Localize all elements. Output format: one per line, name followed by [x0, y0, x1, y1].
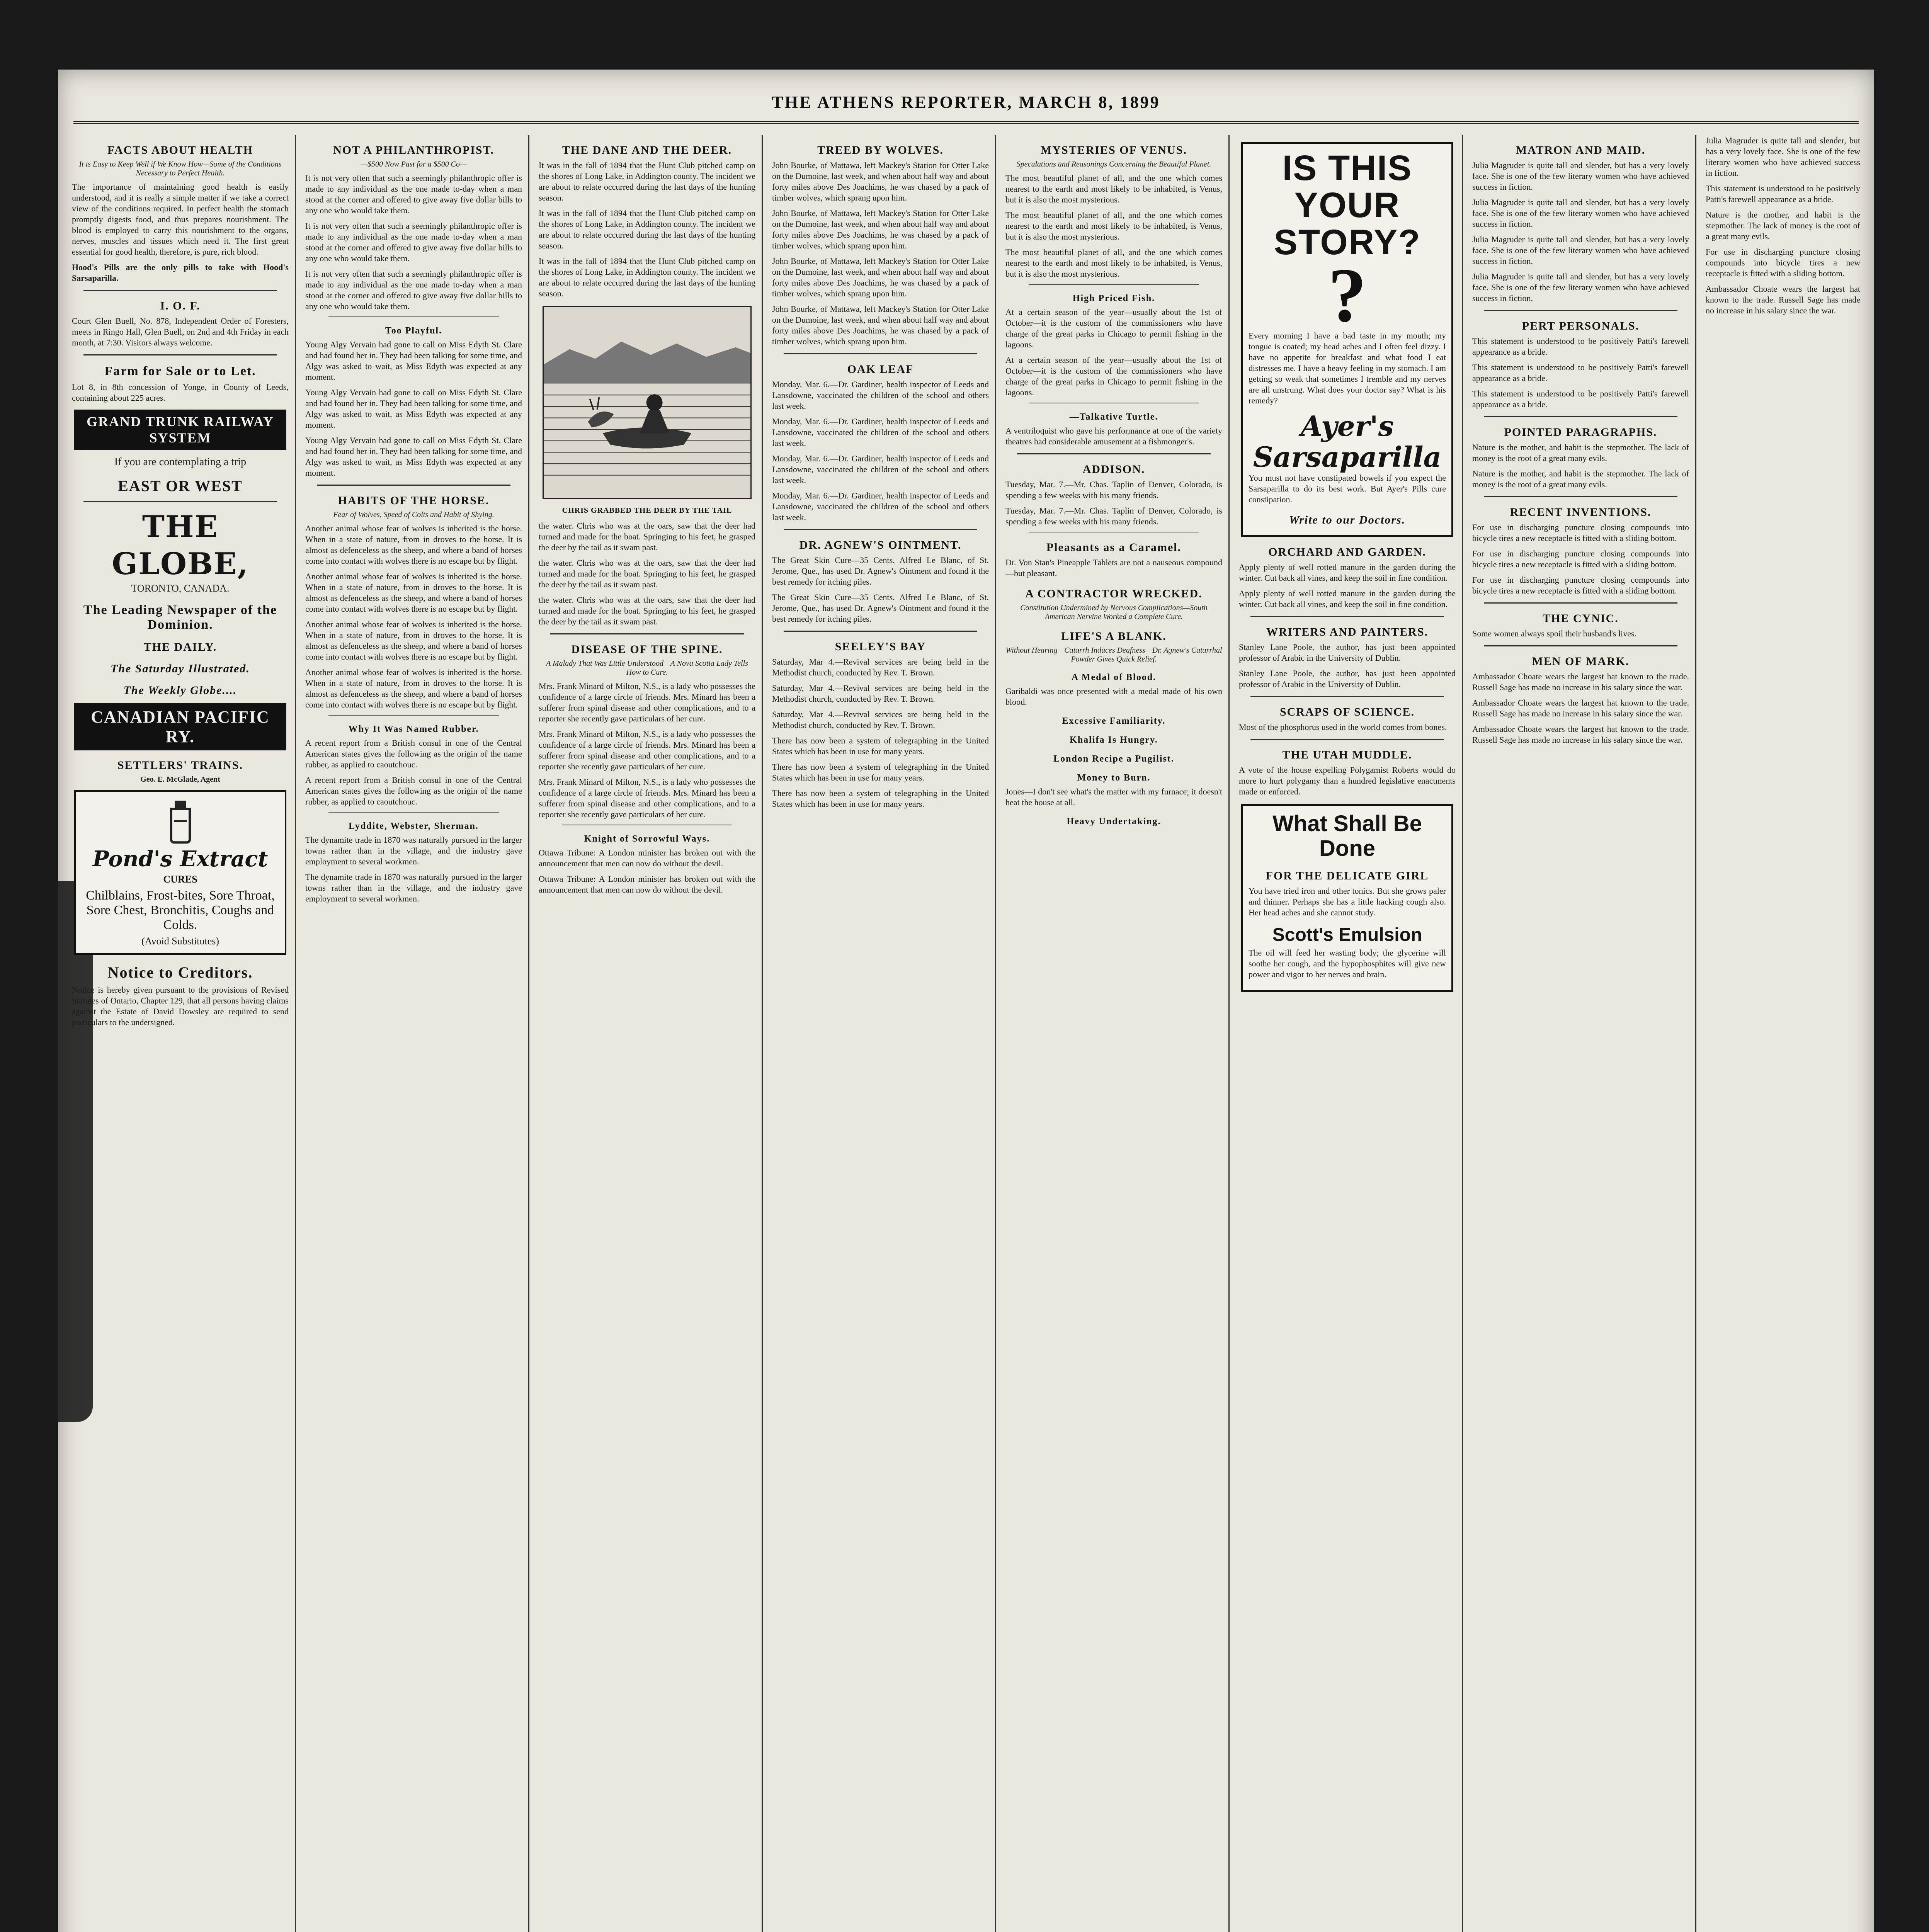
- east-west: EAST OR WEST: [118, 477, 243, 495]
- article-body: Nature is the mother, and habit is the stepmother. The lack of money is the root of a great many evils.: [1706, 210, 1860, 241]
- article-subtitle: Without Hearing—Catarrh Induces Deafness—Dr. Agnew's Catarrhal Powder Gives Quick Relief.: [1005, 646, 1222, 663]
- article-title: A Medal of Blood.: [1071, 672, 1157, 682]
- iof-title: I. O. F.: [160, 299, 201, 312]
- article-body: The dynamite trade in 1870 was naturally pursued in the larger towns rather than in the village, and the industry gave employment to several workmen.: [305, 872, 522, 903]
- article-body: A recent report from a British consul in one of the Central American states gives the following as the origin of the name rubber, as applied to caoutchouc.: [305, 738, 522, 769]
- article-body: John Bourke, of Mattawa, left Mackey's Station for Otter Lake on the Dumoine, last week, and when about half way and about forty miles above Des Joachims, he was chased by a pack of timber wolves, which sprang upon him.: [772, 208, 989, 250]
- article-title: ADDISON.: [1082, 463, 1145, 476]
- divider: [784, 631, 977, 632]
- divider: [328, 316, 499, 317]
- scotts-emulsion-ad: [1241, 804, 1453, 992]
- article-body: the water. Chris who was at the oars, saw that the deer had turned and made for the boat. Springing to his feet, he grasped the deer by the tail as it swam past.: [539, 521, 755, 552]
- article-body: The most beautiful planet of all, and the one which comes nearest to the earth and most likely to be inhabited, is Venus, but it is also the most mysterious.: [1005, 173, 1222, 204]
- is-this-your-story-ad: [1241, 142, 1453, 537]
- article-title: Money to Burn.: [1077, 773, 1151, 783]
- column-2: [299, 135, 529, 1932]
- article-title: ORCHARD AND GARDEN.: [1268, 546, 1426, 558]
- ponds-avoid: (Avoid Substitutes): [141, 935, 219, 947]
- farm-title: Farm for Sale or to Let.: [104, 364, 256, 378]
- article-title: Excessive Familiarity.: [1062, 716, 1166, 726]
- ponds-list: Chilblains, Frost-bites, Sore Throat, Sore Chest, Bronchitis, Coughs and Colds.: [86, 888, 275, 932]
- article-body: The importance of maintaining good health is easily understood, and it is really a simple matter if we take a correct view of the conditions required. In perfect health the stomach promptly digests food, and thus prepares nourishment. The blood is employed to carry this nourishment to the organs, nerves, muscles and tissues which need it. The first great essential for good health, therefore, is pure, rich blood.: [72, 182, 289, 257]
- divider: [328, 812, 499, 813]
- article-body: The dynamite trade in 1870 was naturally pursued in the larger towns rather than in the village, and the industry gave employment to several workmen.: [305, 835, 522, 866]
- divider: [83, 501, 277, 502]
- newspaper-page: [58, 70, 1874, 1932]
- article-body: Ambassador Choate wears the largest hat known to the trade. Russell Sage has made no increase in his salary since the war.: [1706, 284, 1860, 315]
- article-title: MEN OF MARK.: [1532, 655, 1630, 668]
- article-title: Khalifa Is Hungry.: [1070, 735, 1158, 745]
- article-title: Too Playful.: [385, 326, 442, 336]
- article-body: Mrs. Frank Minard of Milton, N.S., is a lady who possesses the confidence of a large circle of friends. Mrs. Minard has been a sufferer from spinal disease and other complications, and to a reporter she recently gave particulars of her cure.: [539, 681, 755, 723]
- divider: [1250, 616, 1444, 617]
- article-title: —Talkative Turtle.: [1069, 412, 1158, 422]
- article-subtitle: —$500 Now Past for a $500 Co—: [361, 160, 467, 168]
- article-title: DR. AGNEW'S OINTMENT.: [799, 539, 962, 551]
- article-body: Monday, Mar. 6.—Dr. Gardiner, health inspector of Leeds and Lansdowne, vaccinated the children of the school and others last week.: [772, 417, 989, 448]
- article-body: Tuesday, Mar. 7.—Mr. Chas. Taplin of Denver, Colorado, is spending a few weeks with his many friends.: [1005, 506, 1222, 526]
- ponds-extract-ad: [74, 790, 286, 955]
- ayer-sarsaparilla-title: Ayer's Sarsaparilla: [1253, 410, 1442, 473]
- article-title: MYSTERIES OF VENUS.: [1041, 144, 1187, 156]
- article-title: HABITS OF THE HORSE.: [338, 494, 490, 507]
- article-body: Saturday, Mar 4.—Revival services are being held in the Methodist church, conducted by Rev. T. Brown.: [772, 683, 989, 704]
- article-body: Julia Magruder is quite tall and slender, but has a very lovely face. She is one of the few literary women who have achieved success in fiction.: [1472, 235, 1689, 266]
- article-body: Mrs. Frank Minard of Milton, N.S., is a lady who possesses the confidence of a large circle of friends. Mrs. Minard has been a sufferer from spinal disease and other complications, and to a reporter she recently gave particulars of her cure.: [539, 777, 755, 819]
- article-title: THE DANE AND THE DEER.: [562, 144, 732, 156]
- divider: [1250, 696, 1444, 697]
- article-body: It is not very often that such a seemingly philanthropic offer is made to any individual as the one made to-day when a man stood at the corner and offered to give away five dollar bills to any one who would take them.: [305, 173, 522, 215]
- article-body: Tuesday, Mar. 7.—Mr. Chas. Taplin of Denver, Colorado, is spending a few weeks with his many friends.: [1005, 480, 1222, 500]
- article-body: Ambassador Choate wears the largest hat known to the trade. Russell Sage has made no increase in his salary since the war.: [1472, 672, 1689, 692]
- divider: [1250, 739, 1444, 740]
- story-body: Every morning I have a bad taste in my mouth; my tongue is coated; my head aches and I often feel dizzy. I have no appetite for breakfast and what food I eat distresses me. I have a heavy feeling in my stomach. I am getting so weak that sometimes I tremble and my nerves are all unstrung. What does your doctor say? What is his remedy?: [1249, 331, 1446, 405]
- article-body: Julia Magruder is quite tall and slender, but has a very lovely face. She is one of the few literary women who have achieved success in fiction.: [1472, 197, 1689, 229]
- ayer-body: You must not have constipated bowels if you expect the Sarsaparilla to do its best work. But Ayer's Pills cure constipation.: [1249, 473, 1446, 504]
- article-body: The Great Skin Cure—35 Cents. Alfred Le Blanc, of St. Jerome, Que., has used Dr. Agnew's Ointment and found it the best remedy for itching piles.: [772, 555, 989, 587]
- creditors-title: Notice to Creditors.: [107, 964, 253, 981]
- column-8: [1699, 135, 1866, 1932]
- column-7: [1466, 135, 1696, 1932]
- article-body: It was in the fall of 1894 that the Hunt Club pitched camp on the shores of Long Lake, in Addington county. The incident we are about to relate occurred during the last days of the hunting season.: [539, 256, 755, 298]
- article-body: It was in the fall of 1894 that the Hunt Club pitched camp on the shores of Long Lake, in Addington county. The incident we are about to relate occurred during the last days of the hunting season.: [539, 208, 755, 250]
- question-mark-icon: ?: [1328, 253, 1367, 338]
- article-body: There has now been a system of telegraphing in the United States which has been in use for many years.: [772, 736, 989, 756]
- article-body: John Bourke, of Mattawa, left Mackey's Station for Otter Lake on the Dumoine, last week, and when about half way and about forty miles above Des Joachims, he was chased by a pack of timber wolves, which sprang upon him.: [772, 160, 989, 202]
- bottle-icon: [157, 798, 204, 844]
- article-title: Lyddite, Webster, Sherman.: [349, 821, 479, 831]
- article-body: This statement is understood to be positively Patti's farewell appearance as a bride.: [1706, 184, 1860, 204]
- article-body: Ottawa Tribune: A London minister has broken out with the announcement that men can now do without the devil.: [539, 874, 755, 895]
- column-4: [766, 135, 996, 1932]
- article-body: Saturday, Mar 4.—Revival services are being held in the Methodist church, conducted by Rev. T. Brown.: [772, 709, 989, 730]
- article-title: LIFE'S A BLANK.: [1061, 630, 1167, 643]
- article-title: London Recipe a Pugilist.: [1053, 754, 1174, 764]
- divider: [1484, 496, 1677, 497]
- article-body: Mrs. Frank Minard of Milton, N.S., is a lady who possesses the confidence of a large circle of friends. Mrs. Minard has been a sufferer from spinal disease and other complications, and to a reporter she recently gave particulars of her cure.: [539, 729, 755, 771]
- article-body: Saturday, Mar 4.—Revival services are being held in the Methodist church, conducted by Rev. T. Brown.: [772, 657, 989, 677]
- article-body: Ottawa Tribune: A London minister has broken out with the announcement that men can now do without the devil.: [539, 848, 755, 868]
- article-subtitle: Speculations and Reasonings Concerning the Beautiful Planet.: [1016, 160, 1211, 168]
- divider: [83, 354, 277, 355]
- write-doctors: Write to our Doctors.: [1289, 514, 1406, 526]
- article-body: Stanley Lane Poole, the author, has just been appointed professor of Arabic in the University of Dublin.: [1239, 668, 1456, 689]
- article-body: This statement is understood to be positively Patti's farewell appearance as a bride.: [1472, 362, 1689, 383]
- masthead: THE ATHENS REPORTER, MARCH 8, 1899: [73, 81, 1859, 124]
- illustration-caption: CHRIS GRABBED THE DEER BY THE TAIL: [562, 506, 732, 515]
- article-body: There has now been a system of telegraphing in the United States which has been in use for many years.: [772, 762, 989, 782]
- contemplating-text: If you are contemplating a trip: [114, 456, 247, 468]
- divider: [1017, 453, 1211, 454]
- article-body: Young Algy Vervain had gone to call on Miss Edyth St. Clare and had found her in. They had been talking for some time, and Algy was asked to wait, as Miss Edyth was expected at any moment.: [305, 388, 522, 430]
- article-body: Julia Magruder is quite tall and slender, but has a very lovely face. She is one of the few literary women who have achieved success in fiction.: [1706, 136, 1860, 178]
- article-body: A vote of the house expelling Polygamist Roberts would do more to hurt polygamy than a hundred legislative enactments made or enforced.: [1239, 765, 1456, 796]
- article-title: WRITERS AND PAINTERS.: [1266, 626, 1429, 638]
- article-body: Young Algy Vervain had gone to call on Miss Edyth St. Clare and had found her in. They had been talking for some time, and Algy was asked to wait, as Miss Edyth was expected at any moment.: [305, 435, 522, 478]
- article-body: Some women always spoil their husband's lives.: [1472, 629, 1636, 638]
- article-title: FACTS ABOUT HEALTH: [107, 144, 253, 156]
- article-subtitle: It is Easy to Keep Well if We Know How—Some of the Conditions Necessary to Perfect Health.: [79, 160, 282, 177]
- divider: [1484, 602, 1677, 604]
- scotts-body: The oil will feed her wasting body; the glycerine will soothe her cough, and the hypophosphites will give new power and vigor to her nerves and brain.: [1249, 948, 1446, 979]
- article-body: A recent report from a British consul in one of the Central American states gives the following as the origin of the name rubber, as applied to caoutchouc.: [305, 775, 522, 806]
- article-body: Another animal whose fear of wolves is inherited is the horse. When in a state of nature, from in droves to the horse. It is almost as defenceless as the sheep, and where a band of horses come into contact with wolves there is no escape but by flight.: [305, 524, 522, 566]
- article-body: Jones—I don't see what's the matter with my furnace; it doesn't heat the house at all.: [1005, 787, 1222, 807]
- article-title: RECENT INVENTIONS.: [1510, 506, 1652, 519]
- article-body: It was in the fall of 1894 that the Hunt Club pitched camp on the shores of Long Lake, in Addington county. The incident we are about to relate occurred during the last days of the hunting season.: [539, 160, 755, 202]
- divider: [1484, 310, 1677, 311]
- column-3: [532, 135, 763, 1932]
- article-body: For use in discharging puncture closing compounds into bicycle tires a new receptacle is fitted with a sliding bottom.: [1472, 549, 1689, 569]
- article-body: Another animal whose fear of wolves is inherited is the horse. When in a state of nature, from in droves to the horse. It is almost as defenceless as the sheep, and where a band of horses come into contact with wolves there is no escape but by flight.: [305, 571, 522, 614]
- article-body: For use in discharging puncture closing compounds into bicycle tires a new receptacle is fitted with a sliding bottom.: [1472, 575, 1689, 595]
- creditors-body: Notice is hereby given pursuant to the provisions of Revised Statutes of Ontario, Chapter 129, that all persons having claims against the Estate of David Dowsley are required to send particulars to the undersigned.: [72, 985, 289, 1027]
- what-shall-be-done: What Shall Be Done: [1272, 811, 1422, 861]
- divider: [1029, 284, 1199, 285]
- divider: [328, 715, 499, 716]
- article-body: Another animal whose fear of wolves is inherited is the horse. When in a state of nature, from in droves to the horse. It is almost as defenceless as the sheep, and where a band of horses come into contact with wolves there is no escape but by flight.: [305, 667, 522, 709]
- article-title: DISEASE OF THE SPINE.: [571, 643, 723, 656]
- article-title: SCRAPS OF SCIENCE.: [1279, 706, 1415, 718]
- article-body: This statement is understood to be positively Patti's farewell appearance as a bride.: [1472, 336, 1689, 357]
- cpr-banner: CANADIAN PACIFIC RY.: [74, 703, 286, 750]
- article-body: The most beautiful planet of all, and the one which comes nearest to the earth and most likely to be inhabited, is Venus, but it is also the most mysterious.: [1005, 210, 1222, 242]
- column-5: [999, 135, 1230, 1932]
- mcglade-agent: Geo. E. McGlade, Agent: [140, 775, 220, 784]
- is-this-your-story: IS THIS YOUR STORY?: [1274, 148, 1421, 262]
- article-body: At a certain season of the year—usually about the 1st of October—it is the custom of the commissioners who have charge of the great parks in Chicago to permit fishing in the lagoons.: [1005, 307, 1222, 349]
- article-title: Pleasants as a Caramel.: [1046, 541, 1182, 554]
- deer-illustration: [543, 306, 752, 499]
- article-subtitle: Constitution Undermined by Nervous Complications—South American Nervine Worked a Complete Cure.: [1020, 604, 1208, 621]
- article-body: the water. Chris who was at the oars, saw that the deer had turned and made for the boat. Springing to his feet, he grasped the deer by the tail as it swam past.: [539, 558, 755, 589]
- globe-weekly: The Weekly Globe....: [123, 684, 237, 697]
- article-title: MATRON AND MAID.: [1516, 144, 1646, 156]
- article-title: Heavy Undertaking.: [1067, 816, 1161, 827]
- article-body: John Bourke, of Mattawa, left Mackey's Station for Otter Lake on the Dumoine, last week, and when about half way and about forty miles above Des Joachims, he was chased by a pack of timber wolves, which sprang upon him.: [772, 304, 989, 346]
- deer-in-lake-image: [544, 307, 750, 498]
- article-body: The most beautiful planet of all, and the one which comes nearest to the earth and most likely to be inhabited, is Venus, but it is also the most mysterious.: [1005, 247, 1222, 279]
- article-body: Monday, Mar. 6.—Dr. Gardiner, health inspector of Leeds and Lansdowne, vaccinated the children of the school and others last week.: [772, 454, 989, 485]
- article-body: Apply plenty of well rotted manure in the garden during the winter. Cut back all vines, and keep the soil in fine condition.: [1239, 562, 1456, 583]
- article-body: Stanley Lane Poole, the author, has just been appointed professor of Arabic in the University of Dublin.: [1239, 642, 1456, 663]
- what-body: You have tried iron and other tonics. But she grows paler and thinner. Perhaps she has a little hacking cough also. Her head aches and she cannot study.: [1249, 886, 1446, 917]
- article-body: Apply plenty of well rotted manure in the garden during the winter. Cut back all vines, and keep the soil in fine condition.: [1239, 588, 1456, 609]
- settlers-title: SETTLERS' TRAINS.: [117, 759, 243, 772]
- article-title: High Priced Fish.: [1072, 293, 1155, 303]
- article-title: Why It Was Named Rubber.: [348, 724, 479, 734]
- article-body: Most of the phosphorus used in the world comes from bones.: [1239, 722, 1447, 732]
- article-title: TREED BY WOLVES.: [817, 144, 944, 156]
- divider: [1484, 645, 1677, 646]
- article-body: Julia Magruder is quite tall and slender, but has a very lovely face. She is one of the few literary women who have achieved success in fiction.: [1472, 272, 1689, 303]
- article-subtitle: Fear of Wolves, Speed of Colts and Habit of Shying.: [333, 510, 494, 519]
- article-body: Nature is the mother, and habit is the stepmother. The lack of money is the root of a great many evils.: [1472, 442, 1689, 463]
- article-body: Nature is the mother, and habit is the stepmother. The lack of money is the root of a great many evils.: [1472, 469, 1689, 489]
- farm-body: Lot 8, in 8th concession of Yonge, in County of Leeds, containing about 225 acres.: [72, 382, 289, 403]
- hoods-ad: Hood's Pills are the only pills to take with Hood's Sarsaparilla.: [72, 262, 289, 283]
- article-title: THE CYNIC.: [1543, 612, 1619, 625]
- article-body: For use in discharging puncture closing compounds into bicycle tires a new receptacle is fitted with a sliding bottom.: [1706, 247, 1860, 278]
- globe-tagline: The Leading Newspaper of the Dominion.: [83, 603, 277, 632]
- article-body: For use in discharging puncture closing compounds into bicycle tires a new receptacle is fitted with a sliding bottom.: [1472, 522, 1689, 543]
- grand-trunk-banner: GRAND TRUNK RAILWAY SYSTEM: [74, 410, 286, 450]
- divider: [83, 290, 277, 291]
- article-body: It is not very often that such a seemingly philanthropic offer is made to any individual as the one made to-day when a man stood at the corner and offered to give away five dollar bills to any one who would take them.: [305, 221, 522, 263]
- article-title: POINTED PARAGRAPHS.: [1504, 426, 1657, 439]
- article-subtitle: A Malady That Was Little Understood—A Nova Scotia Lady Tells How to Cure.: [546, 659, 748, 677]
- divider: [550, 633, 744, 634]
- divider: [784, 353, 977, 354]
- divider: [784, 529, 977, 530]
- article-body: Garibaldi was once presented with a medal made of his own blood.: [1005, 686, 1222, 707]
- article-body: the water. Chris who was at the oars, saw that the deer had turned and made for the boat. Springing to his feet, he grasped the deer by the tail as it swam past.: [539, 595, 755, 626]
- article-title: PERT PERSONALS.: [1522, 320, 1640, 332]
- column-1: [66, 135, 296, 1932]
- article-body: Another animal whose fear of wolves is inherited is the horse. When in a state of nature, from in droves to the horse. It is almost as defenceless as the sheep, and where a band of horses come into contact with wolves there is no escape but by flight.: [305, 619, 522, 662]
- ponds-cures: CURES: [163, 874, 197, 885]
- article-body: Julia Magruder is quite tall and slender, but has a very lovely face. She is one of the few literary women who have achieved success in fiction.: [1472, 160, 1689, 192]
- article-body: Dr. Von Stan's Pineapple Tablets are not a nauseous compound—but pleasant.: [1005, 558, 1222, 578]
- article-title: SEELEY'S BAY: [835, 640, 926, 653]
- article-body: Young Algy Vervain had gone to call on Miss Edyth St. Clare and had found her in. They had been talking for some time, and Algy was asked to wait, as Miss Edyth was expected at any moment.: [305, 340, 522, 382]
- article-title: OAK LEAF: [847, 363, 914, 376]
- article-title: A CONTRACTOR WRECKED.: [1025, 587, 1203, 600]
- article-body: John Bourke, of Mattawa, left Mackey's Station for Otter Lake on the Dumoine, last week, and when about half way and about forty miles above Des Joachims, he was chased by a pack of timber wolves, which sprang upon him.: [772, 256, 989, 298]
- article-body: A ventriloquist who gave his performance at one of the variety theatres had considerable amusement at a fishmonger's.: [1005, 426, 1222, 446]
- delicate-girl: FOR THE DELICATE GIRL: [1266, 869, 1429, 882]
- article-body: It is not very often that such a seemingly philanthropic offer is made to any individual as the one made to-day when a man stood at the corner and offered to give away five dollar bills to any one who would take them.: [305, 269, 522, 311]
- scotts-emulsion-title: Scott's Emulsion: [1272, 925, 1422, 945]
- globe-title: THE GLOBE,: [112, 509, 249, 582]
- article-title: NOT A PHILANTHROPIST.: [333, 144, 494, 156]
- article-body: Ambassador Choate wears the largest hat known to the trade. Russell Sage has made no increase in his salary since the war.: [1472, 724, 1689, 745]
- article-body: Monday, Mar. 6.—Dr. Gardiner, health inspector of Leeds and Lansdowne, vaccinated the children of the school and others last week.: [772, 379, 989, 411]
- article-body: At a certain season of the year—usually about the 1st of October—it is the custom of the commissioners who have charge of the great parks in Chicago to permit fishing in the lagoons.: [1005, 355, 1222, 397]
- column-6: [1233, 135, 1463, 1932]
- article-body: Ambassador Choate wears the largest hat known to the trade. Russell Sage has made no increase in his salary since the war.: [1472, 698, 1689, 718]
- article-title: Knight of Sorrowful Ways.: [584, 834, 710, 844]
- iof-body: Court Glen Buell, No. 878, Independent Order of Foresters, meets in Ringo Hall, Glen Buell, on 2nd and 4th Friday in each month, at 7:30. Visitors always welcome.: [72, 316, 289, 347]
- divider: [317, 485, 510, 486]
- globe-daily: THE DAILY.: [143, 641, 217, 653]
- article-body: This statement is understood to be positively Patti's farewell appearance as a bride.: [1472, 389, 1689, 409]
- ponds-title: Pond's Extract: [92, 846, 268, 872]
- article-body: Monday, Mar. 6.—Dr. Gardiner, health inspector of Leeds and Lansdowne, vaccinated the children of the school and others last week.: [772, 491, 989, 522]
- globe-saturday: The Saturday Illustrated.: [111, 662, 250, 675]
- article-body: The Great Skin Cure—35 Cents. Alfred Le Blanc, of St. Jerome, Que., has used Dr. Agnew's Ointment and found it the best remedy for itching piles.: [772, 592, 989, 624]
- article-title: THE UTAH MUDDLE.: [1282, 748, 1412, 761]
- globe-city: TORONTO, CANADA.: [131, 583, 230, 594]
- article-body: There has now been a system of telegraphing in the United States which has been in use for many years.: [772, 788, 989, 809]
- divider: [1484, 416, 1677, 417]
